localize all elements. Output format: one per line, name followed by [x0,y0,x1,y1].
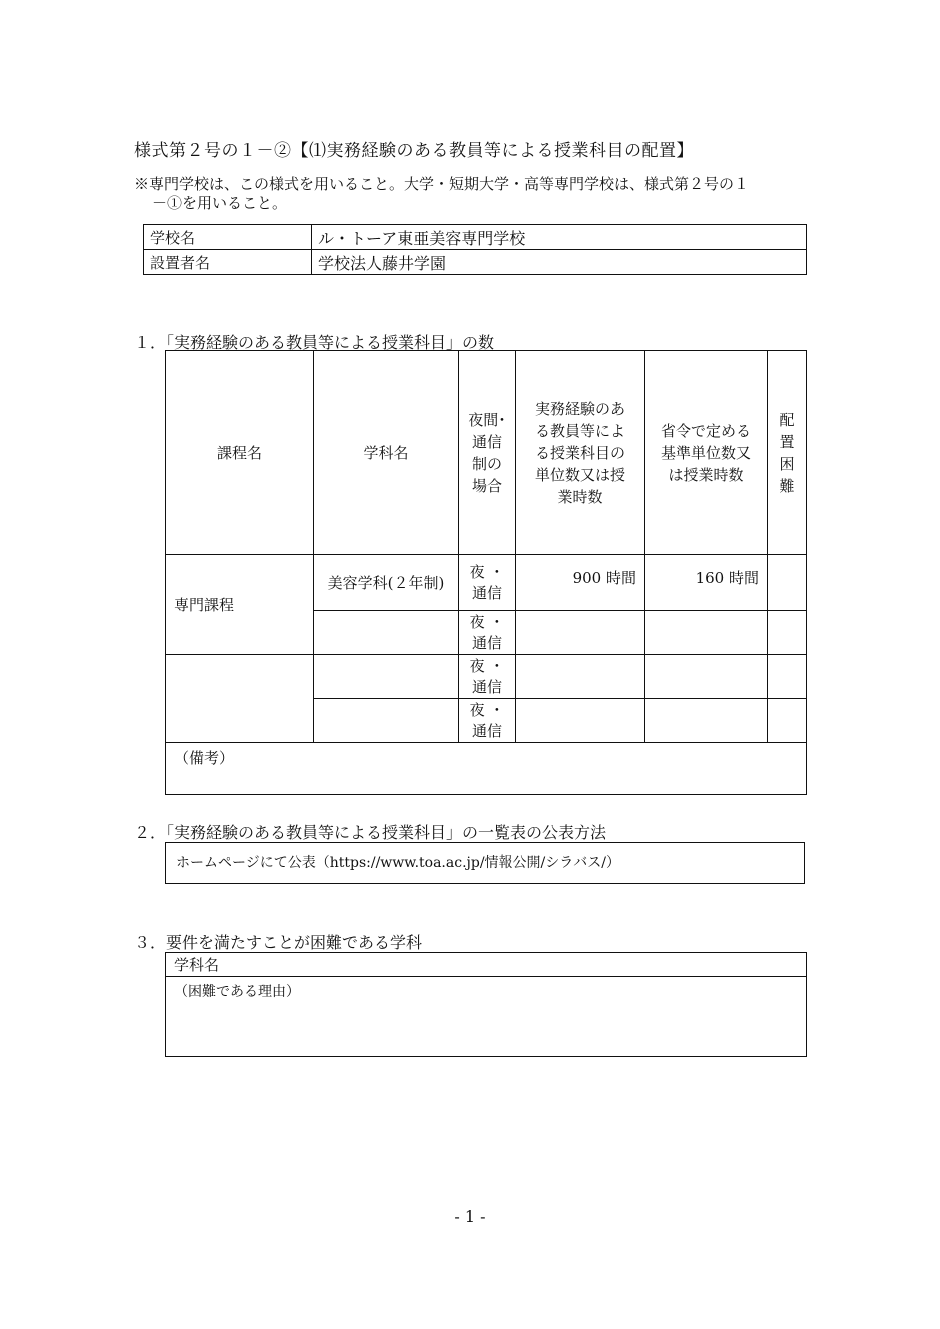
standard-cell [645,655,768,699]
header-night: 夜間･ 通信 制の 場合 [459,351,516,555]
header-department: 学科名 [314,351,459,555]
department-name-label: 学科名 [166,953,807,977]
page-number: - 1 - [454,1207,486,1226]
difficulty-cell [768,555,807,611]
header-credits: 実務経験のあ る教員等によ る授業科目の 単位数又は授 業時数 [516,351,645,555]
department-cell: 美容学科(２年制) [314,555,459,611]
credits-cell: 900 時間 [516,555,645,611]
publication-method-box: ホームページにて公表（https://www.toa.ac.jp/情報公開/シラバス/） [165,842,805,884]
course-name-empty [166,655,314,743]
difficulty-cell [768,699,807,743]
table-row [166,555,807,611]
night-cell: 夜 ・ 通信 [459,611,516,655]
school-name-label: 学校名 [144,225,312,250]
founder-value: 学校法人藤井学園 [312,250,807,275]
section3-heading: ３．要件を満たすことが困難である学科 [134,933,423,952]
school-info-table [143,224,807,275]
form-title: 様式第２号の１－②【⑴実務経験のある教員等による授業科目の配置】 [134,141,694,161]
night-cell: 夜 ・ 通信 [459,699,516,743]
department-cell [314,655,459,699]
header-course: 課程名 [166,351,314,555]
school-name-value: ル・トーア東亜美容専門学校 [312,225,807,250]
credits-cell [516,699,645,743]
usage-note-line2: －①を用いること。 [152,194,288,212]
header-standard: 省令で定める 基準単位数又 は授業時数 [645,351,768,555]
subjects-count-table [165,350,807,795]
credits-cell [516,611,645,655]
standard-cell: 160 時間 [645,555,768,611]
section1-heading: １．「実務経験のある教員等による授業科目」の数 [134,333,495,352]
department-cell [314,611,459,655]
difficulty-reason: （困難である理由） [166,977,807,1057]
section2-heading: ２．「実務経験のある教員等による授業科目」の一覧表の公表方法 [134,823,607,842]
difficult-department-table [165,952,807,1057]
course-name: 専門課程 [166,555,314,655]
standard-cell [645,699,768,743]
credits-cell [516,655,645,699]
difficulty-cell [768,655,807,699]
remarks-row [166,743,807,795]
standard-cell [645,611,768,655]
usage-note-line1: ※専門学校は、この様式を用いること。大学・短期大学・高等専門学校は、様式第２号の１ [134,175,750,193]
remarks-cell: （備考） [166,743,807,795]
difficulty-cell [768,611,807,655]
founder-label: 設置者名 [144,250,312,275]
night-cell: 夜 ・ 通信 [459,655,516,699]
table-row [166,655,807,699]
night-cell: 夜 ・ 通信 [459,555,516,611]
table-header-row [166,351,807,555]
department-cell [314,699,459,743]
header-difficulty: 配 置 困 難 [768,351,807,555]
